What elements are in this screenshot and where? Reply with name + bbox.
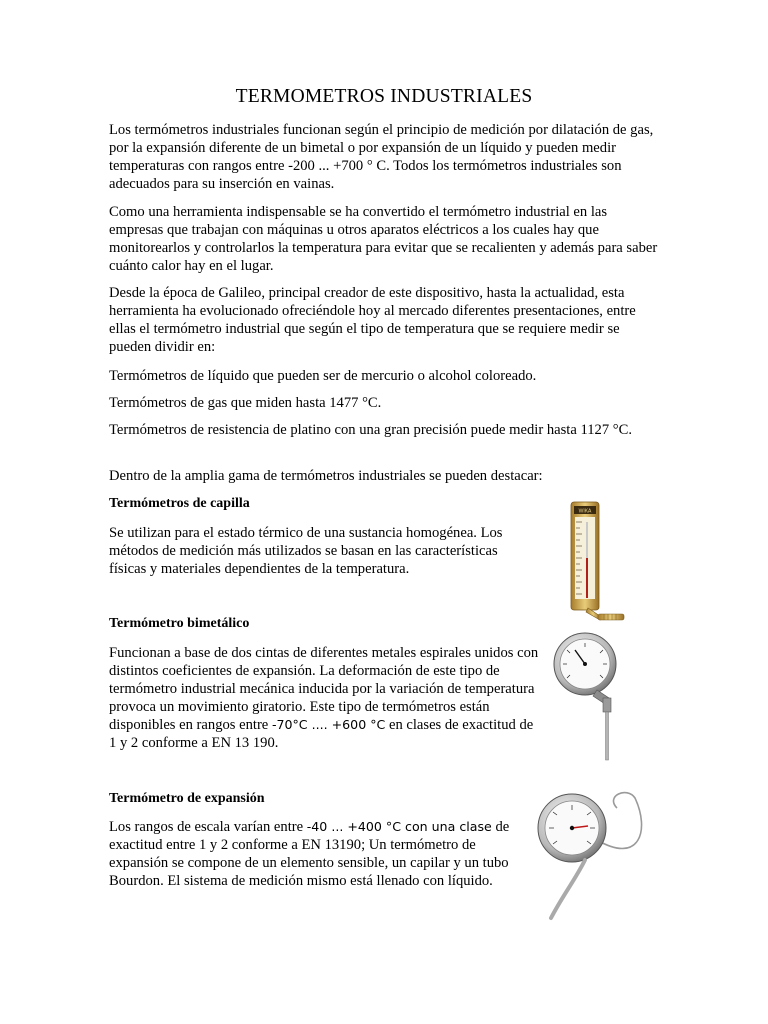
text-bimetalico-a: Funcionan a base de dos cintas de diferentes metales espirales unidos con distintos coeficientes de expansión. La deformación de este tipo de termómetro industrial mecánica inducida por la variación de temperatura provoca un movimiento giratorio. Este tipo de termómetros están disponibles en rangos entre [109,645,539,733]
paragraph-intro: Los termómetros industriales funcionan según el principio de medición por dilatación de gas, por la expansión diferente de un bimetal o por expansión de un líquido y pueden medir temperaturas con rangos entre -200 ... +700 ° C. Todos los termómetros industriales son adecuados para su inserción en vainas. [109,122,654,192]
paragraph-tool: Como una herramienta indispensable se ha convertido el termómetro industrial en las empresas que trabajan con máquinas u otros aparatos eléctricos a los cuales hay que monitorearlos y controlarlos la temperatura para evitar que se recalienten y además para saber cuánto calor hay en el lugar. [109,204,658,274]
paragraph-platinum: Termómetros de resistencia de platino con una gran precisión puede medir hasta 1127 °C. [109,422,633,438]
paragraph-history: Desde la época de Galileo, principal creador de este dispositivo, hasta la actualidad, esta herramienta ha evolucionado ofreciéndole hoy al mercado diferentes presentaciones, entre ellas el termómetro industrial que según el tipo de temperatura que se requiere medir se pueden dividir en: [109,285,636,355]
heading-capilla: Termómetros de capilla [109,496,250,511]
liquid-column [586,558,588,598]
sensing-bulb [551,860,585,918]
thread-stem [598,614,624,620]
range-expansion: -40 ... +400 °C con una clase [306,819,492,834]
expansion-thermometer-photo [535,790,665,925]
text-bimetalico-b: en clases de exactitud de 1 y 2 conforme a EN 13 190. [109,717,534,751]
document-title: TERMOMETROS INDUSTRIALES [235,86,533,107]
range-bimetalico: -70°C .... +600 °C [271,717,386,732]
capillary-thermometer-photo [560,500,630,625]
text-capilla: Se utilizan para el estado térmico de una sustancia homogénea. Los métodos de medición más utilizados se basan en las características físicas y materiales dependientes de la temperatura. [109,525,503,577]
brand-label: WIKA [578,508,592,515]
heading-expansion: Termómetro de expansión [109,791,265,806]
heading-bimetalico: Termómetro bimetálico [109,616,250,631]
text-expansion [109,818,525,890]
text-bimetalico [109,644,539,752]
paragraph-gas: Termómetros de gas que miden hasta 1477 °C. [109,395,382,411]
connection-nut [603,698,611,712]
paragraph-highlight: Dentro de la amplia gama de termómetros industriales se pueden destacar: [109,468,543,484]
paragraph-liquid: Termómetros de líquido que pueden ser de mercurio o alcohol coloreado. [109,368,537,384]
text-expansion-a: Los rangos de escala varían entre [109,819,307,835]
probe-stem [606,712,609,760]
needle-hub-2 [570,826,574,830]
text-expansion-b: de exactitud entre 1 y 2 conforme a EN 13190; Un termómetro de expansión se compone de un elemento sensible, un capilar y un tubo Bourdon. El sistema de medición mismo está llenado con líquido. [109,819,510,889]
needle-hub [583,662,587,666]
bimetal-thermometer-photo [545,632,645,762]
